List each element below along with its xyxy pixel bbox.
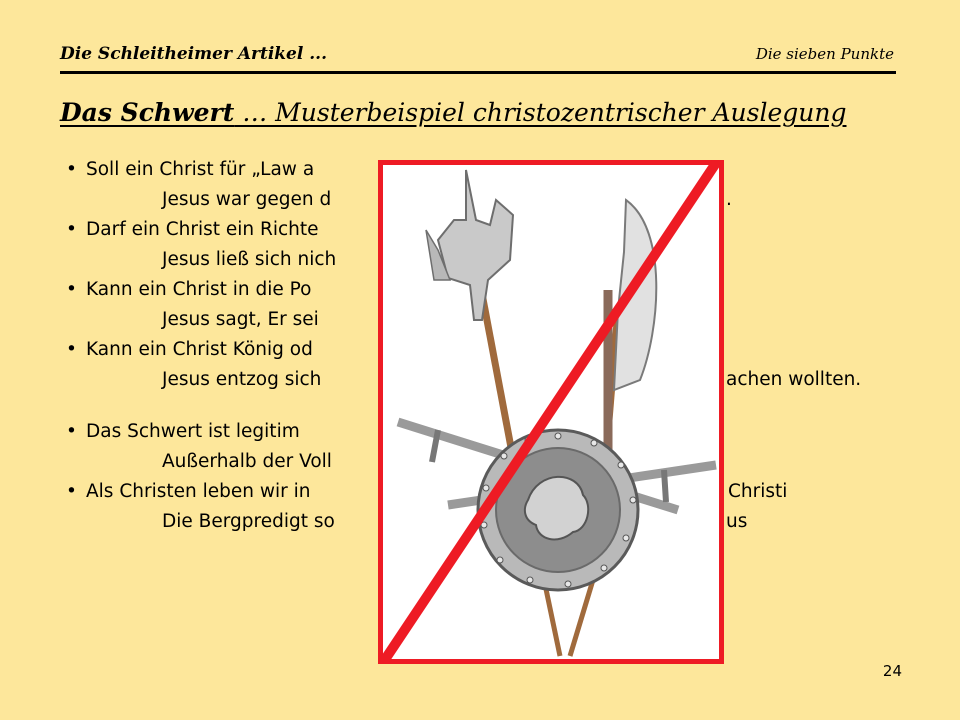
bullet-subtext: Jesus entzog sich [162, 369, 322, 390]
slide-title [60, 98, 847, 127]
header-section-title: Die Schleitheimer Artikel ... [60, 44, 328, 64]
bullet-item [66, 420, 300, 444]
halberd-blade [438, 170, 513, 320]
bullet-item [66, 278, 311, 302]
bullet-item [66, 480, 310, 504]
bullet-text: Darf ein Christ ein Richte [86, 219, 319, 240]
slide-title-main: Das Schwert [60, 98, 235, 127]
sword-right-guard [664, 470, 666, 502]
bullet-text: Als Christen leben wir in [86, 481, 311, 502]
bullet-subtext: Jesus ließ sich nich [162, 249, 337, 270]
text-fragment: achen wollten. [726, 369, 862, 390]
text-fragment: . [726, 189, 732, 210]
bullet-dot-icon: • [66, 279, 77, 300]
bullet-text: Kann ein Christ König od [86, 339, 313, 360]
bullet-dot-icon: • [66, 219, 77, 240]
header-section-subtitle: Die sieben Punkte [755, 45, 894, 63]
bullet-dot-icon: • [66, 159, 77, 180]
text-fragment: us [726, 511, 748, 532]
text-fragment: Christi [728, 481, 788, 502]
bullet-text: Das Schwert ist legitim [86, 421, 300, 442]
bullet-subtext: Jesus sagt, Er sei [162, 309, 319, 330]
glaive-blade [614, 200, 656, 390]
bullet-item [66, 218, 319, 242]
page-number: 24 [882, 662, 902, 680]
bullet-dot-icon: • [66, 421, 77, 442]
bullet-dot-icon: • [66, 339, 77, 360]
weapons-illustration [378, 160, 724, 664]
slide-title-rest: … Musterbeispiel christozentrischer Auslegung [234, 98, 847, 127]
header-divider [60, 71, 896, 74]
bullet-text: Soll ein Christ für „Law a [86, 159, 315, 180]
bullet-subtext: Die Bergpredigt so [162, 511, 335, 532]
bullet-item [66, 158, 314, 182]
bullet-dot-icon: • [66, 481, 77, 502]
bullet-text: Kann ein Christ in die Po [86, 279, 312, 300]
bullet-item [66, 338, 313, 362]
weapons-picture [378, 160, 724, 664]
bullet-subtext: Außerhalb der Voll [162, 451, 332, 472]
bullet-subtext: Jesus war gegen d [162, 189, 332, 210]
